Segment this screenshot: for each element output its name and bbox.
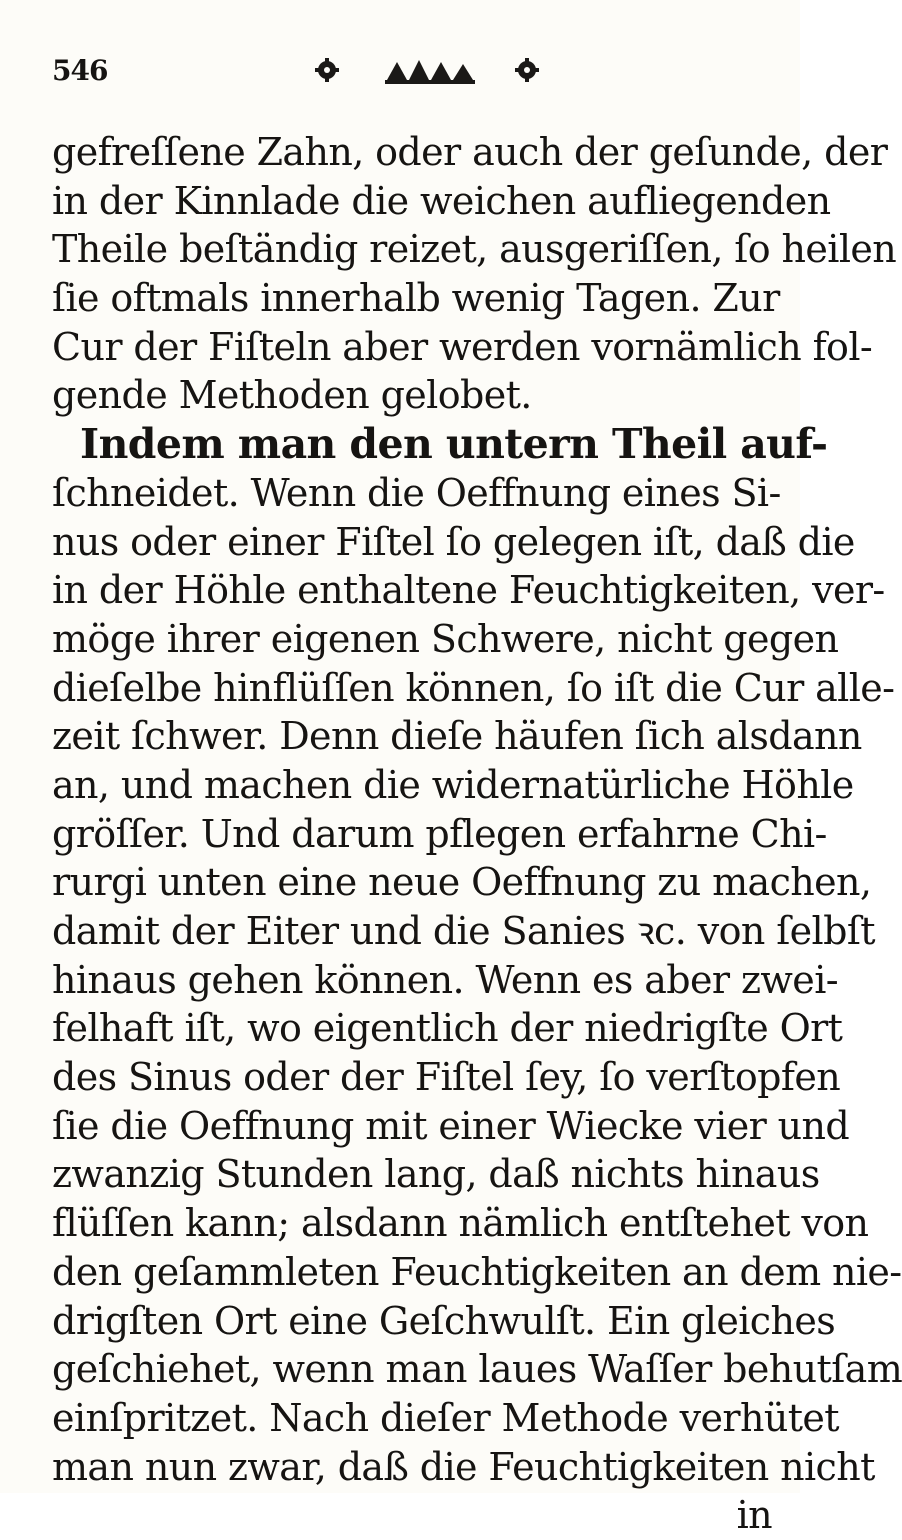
text-line: rurgi unten eine neue Oeffnung zu machen,: [52, 860, 872, 905]
printer-ornament-icon: [277, 50, 577, 90]
page-header: [52, 50, 752, 98]
text-line: des Sinus oder der Fiſtel ſey, ſo verſtopfen: [52, 1055, 841, 1100]
text-line: an, und machen die widernatürliche Höhle: [52, 762, 854, 807]
text-line: zwanzig Stunden lang, daß nichts hinaus: [52, 1152, 820, 1197]
text-line: in der Höhle enthaltene Feuchtigkeiten, ver-: [52, 568, 885, 613]
section-heading-line: Indem man den untern Theil auf-: [80, 420, 828, 469]
text-line: flüſſen kann; alsdann nämlich entſtehet von: [52, 1201, 869, 1246]
text-line: geſchiehet, wenn man laues Waſſer behutſam: [52, 1347, 902, 1392]
text-line: Cur der Fiſteln aber werden vornämlich fol-: [52, 324, 873, 369]
text-line: Theile beſtändig reizet, ausgeriſſen, ſo heilen: [52, 227, 897, 272]
text-line: gende Methoden gelobet.: [52, 373, 532, 418]
text-line: nus oder einer Fiſtel ſo gelegen iſt, daß die: [52, 519, 855, 564]
text-line: damit der Eiter und die Sanies ꝛc. von ſelbſt: [52, 909, 875, 953]
text-line: hinaus gehen können. Wenn es aber zwei-: [52, 957, 838, 1002]
text-line: felhaft iſt, wo eigentlich der niedrigſte Ort: [52, 1006, 843, 1051]
text-line: gefreſſene Zahn, oder auch der geſunde, der: [52, 130, 888, 174]
catchword: in: [736, 1493, 772, 1538]
text-line: dieſelbe hinflüſſen können, ſo iſt die Cur alle-: [52, 665, 895, 710]
text-line: drigſten Ort eine Geſchwulſt. Ein gleiches: [52, 1298, 836, 1343]
text-line: einſpritzet. Nach dieſer Methode verhütet: [52, 1395, 839, 1440]
body-text: [52, 128, 902, 1540]
text-line: ſchneidet. Wenn die Oeffnung eines Si-: [52, 470, 781, 515]
text-line: in der Kinnlade die weichen aufliegenden: [52, 178, 831, 223]
text-line: den geſammleten Feuchtigkeiten an dem nie-: [52, 1249, 902, 1294]
text-line: ſie die Oeffnung mit einer Wiecke vier und: [52, 1103, 850, 1148]
text-line: man nun zwar, daß die Feuchtigkeiten nicht: [52, 1444, 875, 1489]
text-line: gröſſer. Und darum pflegen erfahrne Chi-: [52, 811, 827, 856]
text-line: ſie oftmals innerhalb wenig Tagen. Zur: [52, 276, 780, 321]
page-number: 546: [52, 54, 108, 87]
text-line: möge ihrer eigenen Schwere, nicht gegen: [52, 616, 839, 661]
text-line: zeit ſchwer. Denn dieſe häufen ſich alsdann: [52, 714, 862, 759]
